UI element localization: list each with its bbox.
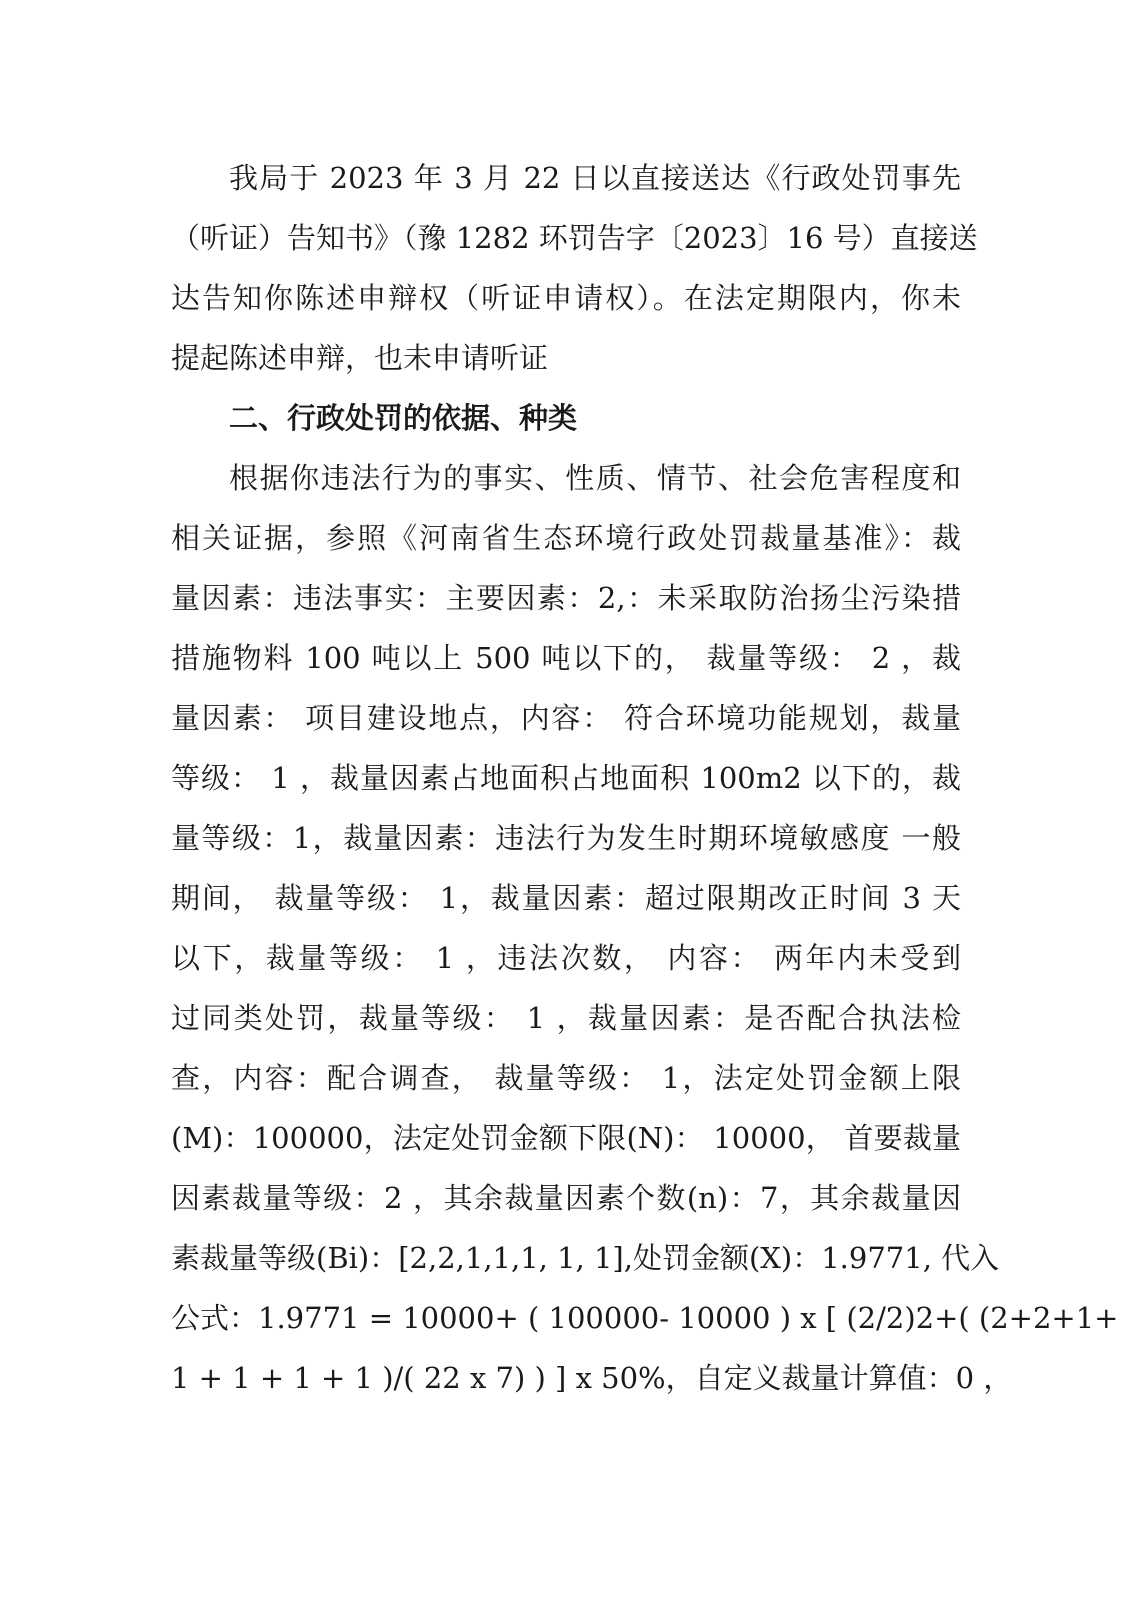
document-body <box>171 148 1119 1408</box>
paragraph-line: 量因素： 项目建设地点，内容： 符合环境功能规划，裁量 <box>171 701 961 735</box>
paragraph-line: 1 + 1 + 1 + 1 )/( 22 x 7) ) ] x 50%，自定义裁量计算值：0 ， <box>171 1361 1013 1395</box>
paragraph-line: 过同类处罚，裁量等级： 1 ，裁量因素：是否配合执法检 <box>171 1001 961 1035</box>
paragraph-line: 因素裁量等级：2 ，其余裁量因素个数(n)：7，其余裁量因 <box>171 1181 961 1215</box>
paragraph-line: 达告知你陈述申辩权（听证申请权）。在法定期限内，你未 <box>171 281 961 315</box>
paragraph-line: 我局于 2023 年 3 月 22 日以直接送达《行政处罚事先 <box>229 161 961 195</box>
paragraph-line: 查，内容：配合调查， 裁量等级： 1，法定处罚金额上限 <box>171 1061 961 1095</box>
paragraph-line: 公式：1.9771 = 10000+ ( 100000- 10000 ) x [ (2/2)2+( (2+2+1+ <box>171 1301 1119 1335</box>
paragraph-line: 相关证据，参照《河南省生态环境行政处罚裁量基准》：裁 <box>171 521 961 555</box>
paragraph-line: 以下，裁量等级： 1 ，违法次数， 内容： 两年内未受到 <box>171 941 961 975</box>
paragraph-line: 提起陈述申辩，也未申请听证 <box>171 341 549 375</box>
paragraph-line: 素裁量等级(Bi)：[2,2,1,1,1, 1, 1],处罚金额(X)：1.9771, 代入 <box>171 1241 1000 1275</box>
paragraph-line: 期间， 裁量等级： 1，裁量因素：超过限期改正时间 3 天 <box>171 881 961 915</box>
section-heading: 二、行政处罚的依据、种类 <box>229 401 578 435</box>
paragraph-line: (M)：100000，法定处罚金额下限(N)： 10000， 首要裁量 <box>171 1121 961 1155</box>
paragraph-line: 量等级：1，裁量因素：违法行为发生时期环境敏感度 一般 <box>171 821 961 855</box>
paragraph-line: 等级： 1 ，裁量因素占地面积占地面积 100m2 以下的，裁 <box>171 761 961 795</box>
paragraph-line: 根据你违法行为的事实、性质、情节、社会危害程度和 <box>229 461 961 495</box>
paragraph-line: 量因素：违法事实：主要因素：2,：未采取防治扬尘污染措 <box>171 581 961 615</box>
paragraph-line: 措施物料 100 吨以上 500 吨以下的， 裁量等级： 2 ，裁 <box>171 641 961 675</box>
paragraph-line: （听证）告知书》（豫 1282 环罚告字〔2023〕16 号）直接送 <box>171 221 978 255</box>
